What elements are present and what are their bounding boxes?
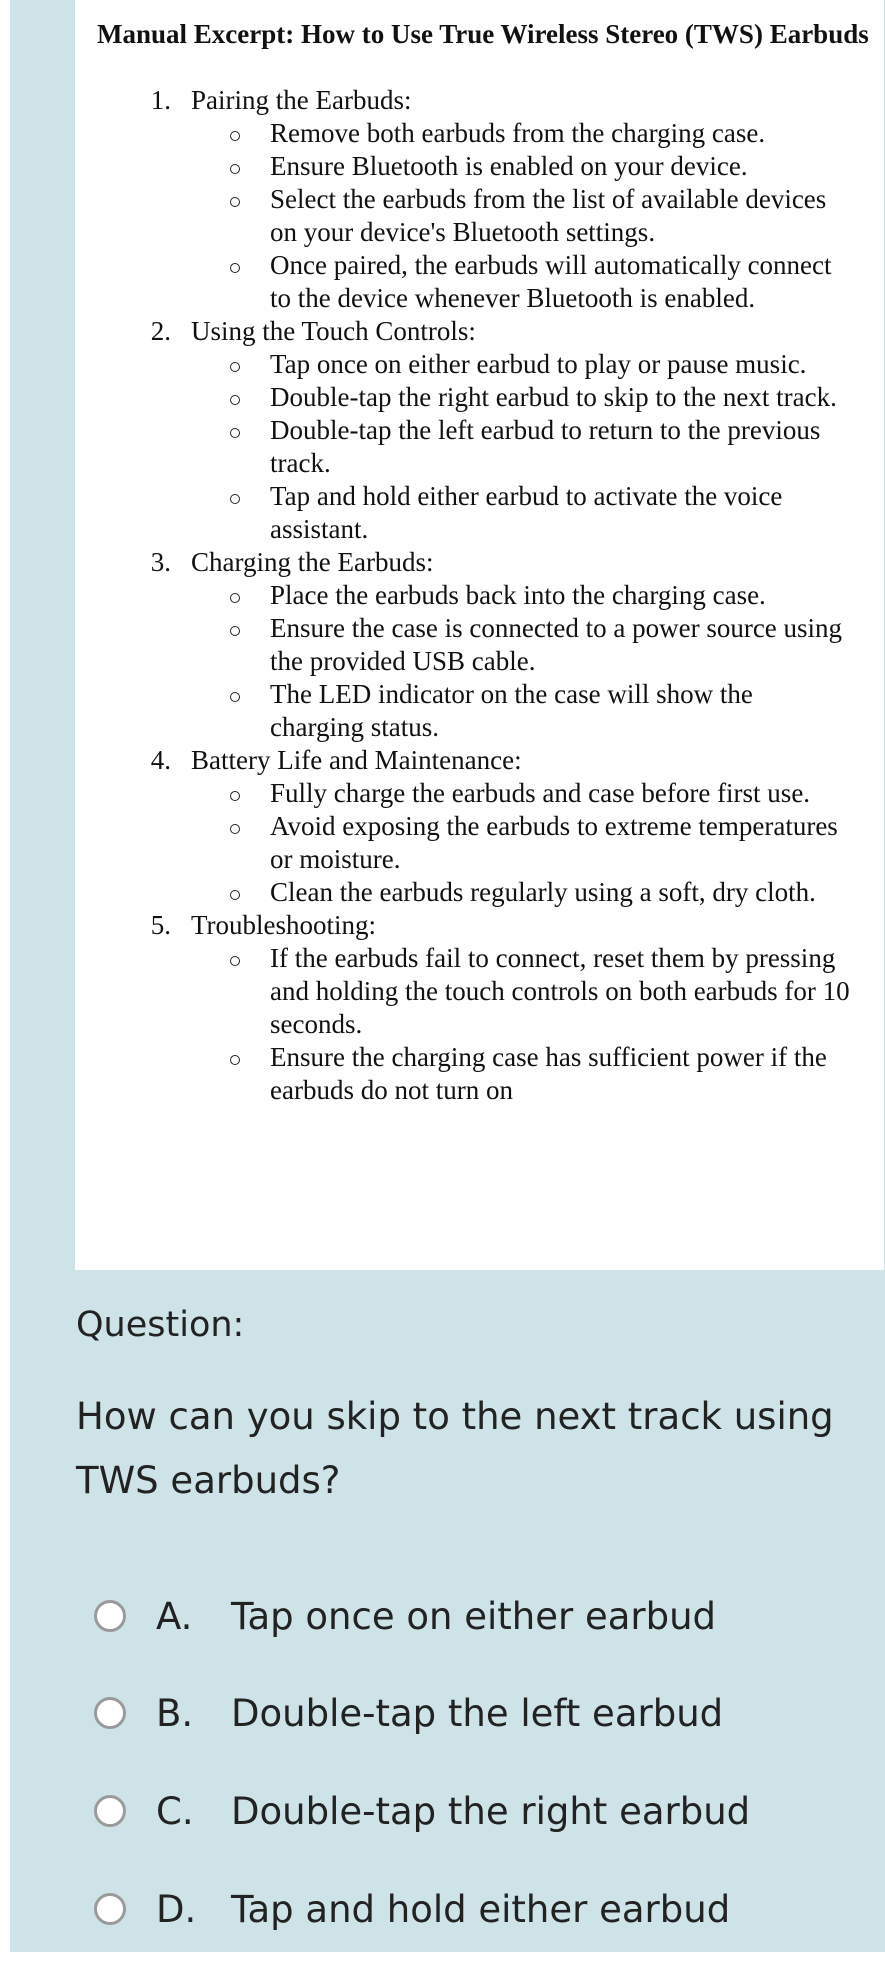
section-label: Charging the Earbuds: xyxy=(191,547,434,577)
bullet-icon xyxy=(230,131,240,141)
bullet-icon xyxy=(230,956,240,966)
section-number: 2. xyxy=(150,316,171,346)
bullet-icon xyxy=(230,692,240,702)
question-label: Question: xyxy=(76,1305,245,1345)
list-item: Once paired, the earbuds will automatically connect to the device whenever Bluetooth is enabled. xyxy=(75,249,884,315)
list-item: If the earbuds fail to connect, reset them by pressing and holding the touch controls on both earbuds for 10 seconds. xyxy=(75,942,884,1041)
section-number: 1. xyxy=(150,85,171,115)
page-background xyxy=(10,0,885,1952)
section-number: 5. xyxy=(150,910,171,940)
bullet-icon xyxy=(230,263,240,273)
bullet-icon xyxy=(230,197,240,207)
question-text: How can you skip to the next track using TWS earbuds? xyxy=(76,1395,834,1502)
list-item: Ensure the charging case has sufficient power if the earbuds do not turn on xyxy=(75,1041,884,1107)
option-letter: C. xyxy=(156,1789,194,1833)
section-charging xyxy=(75,546,884,744)
list-item: Tap and hold either earbud to activate the voice assistant. xyxy=(75,480,884,546)
manual-sections xyxy=(75,84,884,1107)
manual-document xyxy=(75,0,884,1270)
radio-button-icon[interactable] xyxy=(94,1795,126,1827)
radio-button-icon[interactable] xyxy=(94,1697,126,1729)
option-b[interactable] xyxy=(94,1683,854,1743)
bullet-icon xyxy=(230,824,240,834)
section-label: Troubleshooting: xyxy=(191,910,377,940)
section-label: Using the Touch Controls: xyxy=(191,316,476,346)
list-item: Place the earbuds back into the charging case. xyxy=(75,579,884,612)
list-item: Ensure Bluetooth is enabled on your device. xyxy=(75,150,884,183)
list-item: Clean the earbuds regularly using a soft, dry cloth. xyxy=(75,876,884,909)
list-item: Select the earbuds from the list of available devices on your device's Bluetooth settings. xyxy=(75,183,884,249)
radio-button-icon[interactable] xyxy=(94,1600,126,1632)
section-pairing xyxy=(75,84,884,315)
list-item: Fully charge the earbuds and case before first use. xyxy=(75,777,884,810)
manual-title: Manual Excerpt: How to Use True Wireless Stereo (TWS) Earbuds xyxy=(97,19,869,49)
bullet-icon xyxy=(230,890,240,900)
section-battery xyxy=(75,744,884,909)
bullet-icon xyxy=(230,362,240,372)
radio-button-icon[interactable] xyxy=(94,1893,126,1925)
list-item: Remove both earbuds from the charging case. xyxy=(75,117,884,150)
list-item: Tap once on either earbud to play or pause music. xyxy=(75,348,884,381)
option-d[interactable] xyxy=(94,1879,854,1939)
list-item: Double-tap the right earbud to skip to the next track. xyxy=(75,381,884,414)
option-text: Double-tap the right earbud xyxy=(231,1789,751,1833)
bullet-icon xyxy=(230,494,240,504)
option-letter: B. xyxy=(156,1691,194,1735)
section-number: 3. xyxy=(150,547,171,577)
option-a[interactable] xyxy=(94,1586,854,1646)
bullet-icon xyxy=(230,428,240,438)
option-c[interactable] xyxy=(94,1781,854,1841)
list-item: The LED indicator on the case will show the charging status. xyxy=(75,678,884,744)
list-item: Ensure the case is connected to a power source using the provided USB cable. xyxy=(75,612,884,678)
section-troubleshooting xyxy=(75,909,884,1107)
bullet-icon xyxy=(230,791,240,801)
option-text: Tap and hold either earbud xyxy=(231,1887,731,1931)
section-touch-controls xyxy=(75,315,884,546)
option-text: Double-tap the left earbud xyxy=(231,1691,724,1735)
list-item: Avoid exposing the earbuds to extreme temperatures or moisture. xyxy=(75,810,884,876)
list-item: Double-tap the left earbud to return to the previous track. xyxy=(75,414,884,480)
option-letter: A. xyxy=(156,1594,193,1638)
bullet-icon xyxy=(230,593,240,603)
option-text: Tap once on either earbud xyxy=(231,1594,717,1638)
section-label: Pairing the Earbuds: xyxy=(191,85,412,115)
section-number: 4. xyxy=(150,745,171,775)
bullet-icon xyxy=(230,164,240,174)
bullet-icon xyxy=(230,626,240,636)
bullet-icon xyxy=(230,1055,240,1065)
option-letter: D. xyxy=(156,1887,197,1931)
section-label: Battery Life and Maintenance: xyxy=(191,745,522,775)
bullet-icon xyxy=(230,395,240,405)
